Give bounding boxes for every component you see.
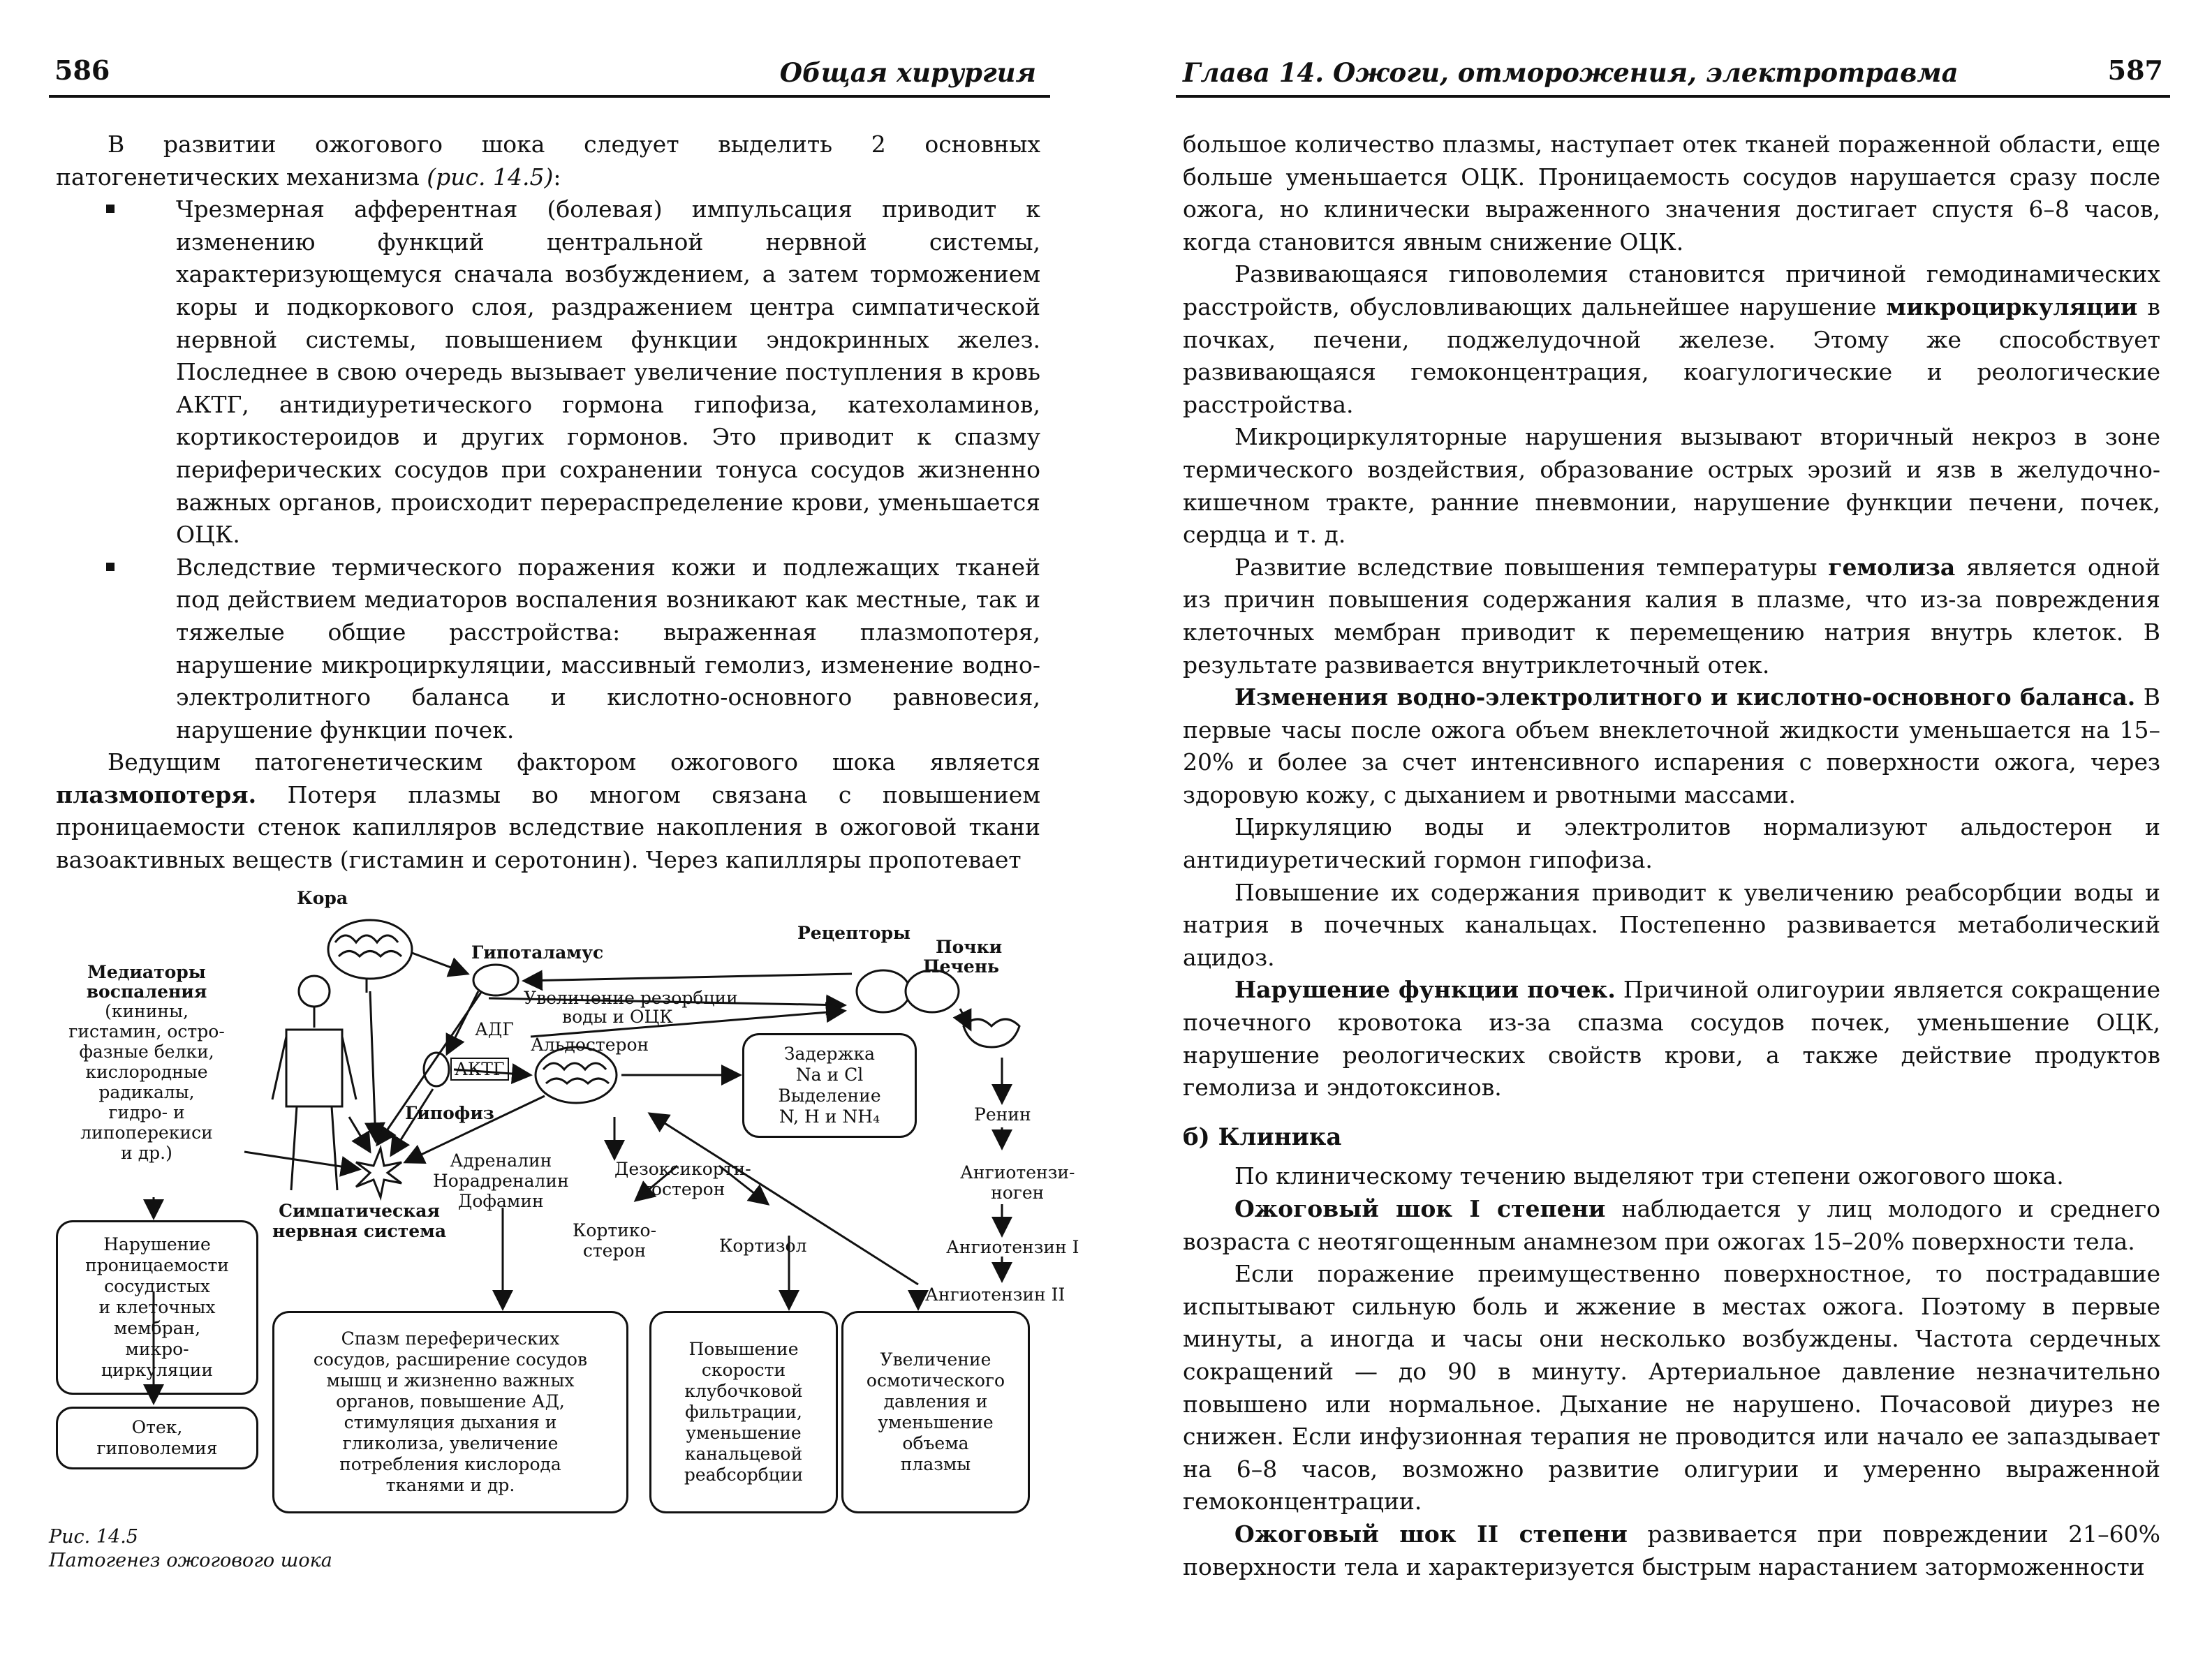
header-rule — [1176, 95, 2170, 98]
box-permeability-disorder: Нарушение проницаемости сосудистых и клеточных мембран, микро- циркуляции — [56, 1220, 258, 1395]
intro-text: В развитии ожогового шока следует выделить 2 основных патогенетических механизма — [56, 131, 1040, 191]
figure-reference: (рис. 14.5) — [427, 163, 554, 191]
lead-paragraph — [56, 746, 1040, 876]
lead-text: Ведущим патогенетическим фактором ожогового шока является — [108, 748, 1040, 776]
section-heading: б) Клиника — [1183, 1123, 1342, 1151]
intro-colon: : — [553, 163, 561, 191]
label-resorption-2: воды и ОЦК — [562, 1007, 673, 1027]
paragraph — [1183, 1193, 2160, 1258]
label-angiotensin-2: Ангиотензин II — [925, 1284, 1066, 1305]
bullet-item — [56, 551, 1040, 747]
label-receptors: Рецепторы — [797, 923, 911, 943]
paragraph-text: Развивающаяся гиповолемия становится причиной гемодинамических расстройств, обусловливающих дальнейшее нарушение — [1183, 260, 2160, 320]
paragraph — [1183, 681, 2160, 811]
right-page — [1106, 0, 2212, 1667]
bullet-item — [56, 193, 1040, 551]
label-kidneys: Почки — [936, 937, 1003, 957]
receptor-blob-icon — [964, 1019, 1019, 1047]
left-text — [56, 128, 1040, 877]
cortex-brain-icon — [328, 920, 412, 993]
header-rule — [49, 95, 1050, 98]
pathogenesis-diagram — [42, 887, 1079, 1557]
bullet-marker — [106, 563, 115, 571]
box-filtration-increase: Повышение скорости клубочковой фильтрации, уменьшение канальцевой реабсорбции — [649, 1311, 838, 1513]
label-hypothalamus: Гипоталамус — [471, 942, 604, 963]
label-angiotensin-1: Ангиотензин I — [946, 1237, 1079, 1257]
bullet-text: Чрезмерная афферентная (болевая) импульсация приводит к изменению функций центральной нервной системы, характеризующемуся сначала возбуждением, а затем торможением коры и подкоркового слоя, раздражением центра симпатической нервной системы, повышением функции эндокринных желез. Последнее в свою очередь вызывает увеличение поступления в кровь АКТГ, антидиуретического гормона гипофиза, катехоламинов, кортикостероидов и других гормонов. Это приводит к спазму периферических сосудов при сохранении тонуса сосудов жизненно важных органов, происходит перераспределение крови, уменьшается ОЦК. — [176, 195, 1040, 549]
bullet-marker — [106, 205, 115, 213]
label-mediators-1: Медиаторы — [87, 962, 206, 982]
bold-term: Ожоговый шок II степени — [1234, 1520, 1628, 1548]
paragraph — [1183, 551, 2160, 681]
paragraph — [1183, 258, 2160, 421]
label-aldosterone: Альдостерон — [531, 1035, 649, 1055]
box-vasospasm: Спазм переферических сосудов, расширение сосудов мышц и жизненно важных органов, повышение АД, стимуляция дыхания и гликолиза, увеличение потребления кислорода тканями и др. — [272, 1311, 628, 1513]
lead-bold-term: плазмопотеря. — [56, 780, 257, 808]
bullet-text: Вследствие термического поражения кожи и подлежащих тканей под действием медиаторов воспаления возникают как местные, так и тяжелые общие расстройства: выраженная плазмопотеря, нарушение микроциркуляции, массивный гемолиз, изменение водно-электролитного баланса и кислотно-основного равновесия, нарушение функции почек. — [176, 553, 1040, 743]
sympathetic-star-icon — [356, 1148, 401, 1197]
box-na-cl-retention: Задержка Na и Cl Выделение N, H и NH₄ — [742, 1033, 917, 1138]
paragraph: Повышение их содержания приводит к увеличению реабсорбции воды и натрия в почечных канальцах. Постепенно развивается метаболический ацидоз. — [1183, 878, 2160, 971]
page-number: 586 — [54, 54, 110, 86]
right-text — [1183, 128, 2160, 1583]
label-resorption-1: Увеличение резорбции — [524, 988, 738, 1008]
label-cortex: Кора — [297, 888, 348, 908]
box-osmotic-pressure: Увеличение осмотического давления и уменьшение объема плазмы — [841, 1311, 1030, 1513]
hypothalamus-icon — [473, 965, 518, 995]
label-mediators-list: (кинины, гистамин, остро- фазные белки, кислородные радикалы, гидро- и липоперекиси и др.) — [68, 1001, 225, 1163]
label-mediators-2: воспаления — [86, 981, 207, 1002]
paragraph: По клиническому течению выделяют три степени ожогового шока. — [1234, 1162, 2064, 1190]
label-cortisol: Кортизол — [719, 1236, 807, 1256]
bold-term: Нарушение функции почек. — [1234, 976, 1616, 1004]
label-acth: АКТГ — [450, 1058, 509, 1081]
paragraph-text-rest: в почках, печени, поджелудочной железе. Этому же способствует развивающаяся гемоконцентрация, коагулогические и реологические расстройства. — [1183, 292, 2160, 418]
bold-term: Изменения водно-электролитного и кислотно-основного баланса. — [1234, 683, 2136, 711]
paragraph-text-rest: развивается при повреждении 21–60% поверхности тела и характеризуется быстрым нарастанием заторможенности — [1183, 1520, 2160, 1580]
central-brain-icon — [536, 1047, 617, 1103]
paragraph-text-rest: В первые часы после ожога объем внеклеточной жидкости уменьшается на 15–20% и более за счет интенсивного испарения с поверхности ожога, через здоровую кожу, с дыханием и рвотными массами. — [1183, 683, 2160, 808]
running-title: Глава 14. Ожоги, отморожения, электротравма — [1183, 57, 1959, 88]
paragraph: Если поражение преимущественно поверхностное, то пострадавшие испытывают сильную боль и жжение в местах ожога. Поэтому в первые минуты, а иногда и часы они несколько возбуждены. Частота сердечных сокращений — до 90 в минуту. Артериальное давление незначительно повышено или нормальное. Дыхание не нарушено. Почасовой диурез не снижен. Если инфузионная терапия не проводится или начало ее запаздывает на 6–8 часов, возможно развитие олигурии и умеренно выраженной гемоконцентрации. — [1183, 1260, 2160, 1516]
bold-term: Ожоговый шок I степени — [1234, 1195, 1606, 1222]
kidney-liver-icon — [857, 970, 959, 1012]
label-catecholamines: Адреналин Норадреналин Дофамин — [433, 1150, 569, 1211]
paragraph — [1183, 974, 2160, 1104]
paragraph-text-rest: наблюдается у лиц молодого и среднего возраста с неотягощенным анамнезом при ожогах 15–20% поверхности тела. — [1183, 1195, 2161, 1255]
label-corticosterone: Кортико- стерон — [573, 1220, 657, 1261]
paragraph: Микроциркуляторные нарушения вызывают вторичный некроз в зоне термического воздействия, образование острых эрозий и язв в желудочно-кишечном тракте, ранние пневмонии, нарушение функции печени, почек, сердца и т. д. — [1183, 423, 2160, 549]
label-renin: Ренин — [974, 1104, 1031, 1125]
label-sympathetic-system: Симпатическая нервная система — [272, 1201, 447, 1241]
intro-paragraph — [56, 128, 1040, 193]
paragraph: Циркуляцию воды и электролитов нормализуют альдостерон и антидиуретический гормон гипофиза. — [1183, 813, 2160, 874]
box-edema-hypovolemia: Отек, гиповолемия — [56, 1407, 258, 1469]
lead-text-rest: Потеря плазмы во многом связана с повышением проницаемости стенок капилляров вследствие накопления в ожоговой ткани вазоактивных веществ (гистамин и серотонин). Через капилляры пропотевает — [56, 780, 1040, 874]
label-angiotensinogen: Ангиотензи- ноген — [960, 1162, 1075, 1203]
bold-term: гемолиза — [1828, 553, 1956, 581]
paragraph-text: Развитие вследствие повышения температуры — [1234, 553, 1829, 581]
paragraph — [1183, 1518, 2160, 1583]
running-title: Общая хирургия — [779, 57, 1036, 88]
figure-caption-title: Патогенез ожогового шока — [49, 1550, 332, 1571]
bold-term: микроциркуляции — [1886, 292, 2138, 320]
paragraph-text-rest: является одной из причин повышения содержания калия в плазме, что из-за повреждения клеточных мембран приводит к перемещению натрия внутрь клеток. В результате развивается внутриклеточный отек. — [1183, 553, 2160, 679]
label-liver: Печень — [923, 956, 999, 977]
page-number: 587 — [2107, 54, 2163, 86]
paragraph: большое количество плазмы, наступает отек тканей пораженной области, еще больше уменьшается ОЦК. Проницаемость сосудов нарушается сразу после ожога, но клинически выраженного значения достигает спустя 6–8 часов, когда становится явным снижение ОЦК. — [1183, 131, 2160, 255]
figure-caption-number: Рис. 14.5 — [49, 1526, 138, 1548]
paragraph-text-rest: Причиной олигоурии является сокращение почечного кровотока из-за спазма сосудов почек, уменьшение ОЦК, нарушение реологических свойств крови, а также действие продуктов гемолиза и эндотоксинов. — [1183, 976, 2160, 1102]
label-pituitary: Гипофиз — [405, 1103, 494, 1123]
label-adh: АДГ — [475, 1019, 514, 1039]
label-deoxycorticosterone: Дезоксикорти- костерон — [614, 1159, 751, 1199]
